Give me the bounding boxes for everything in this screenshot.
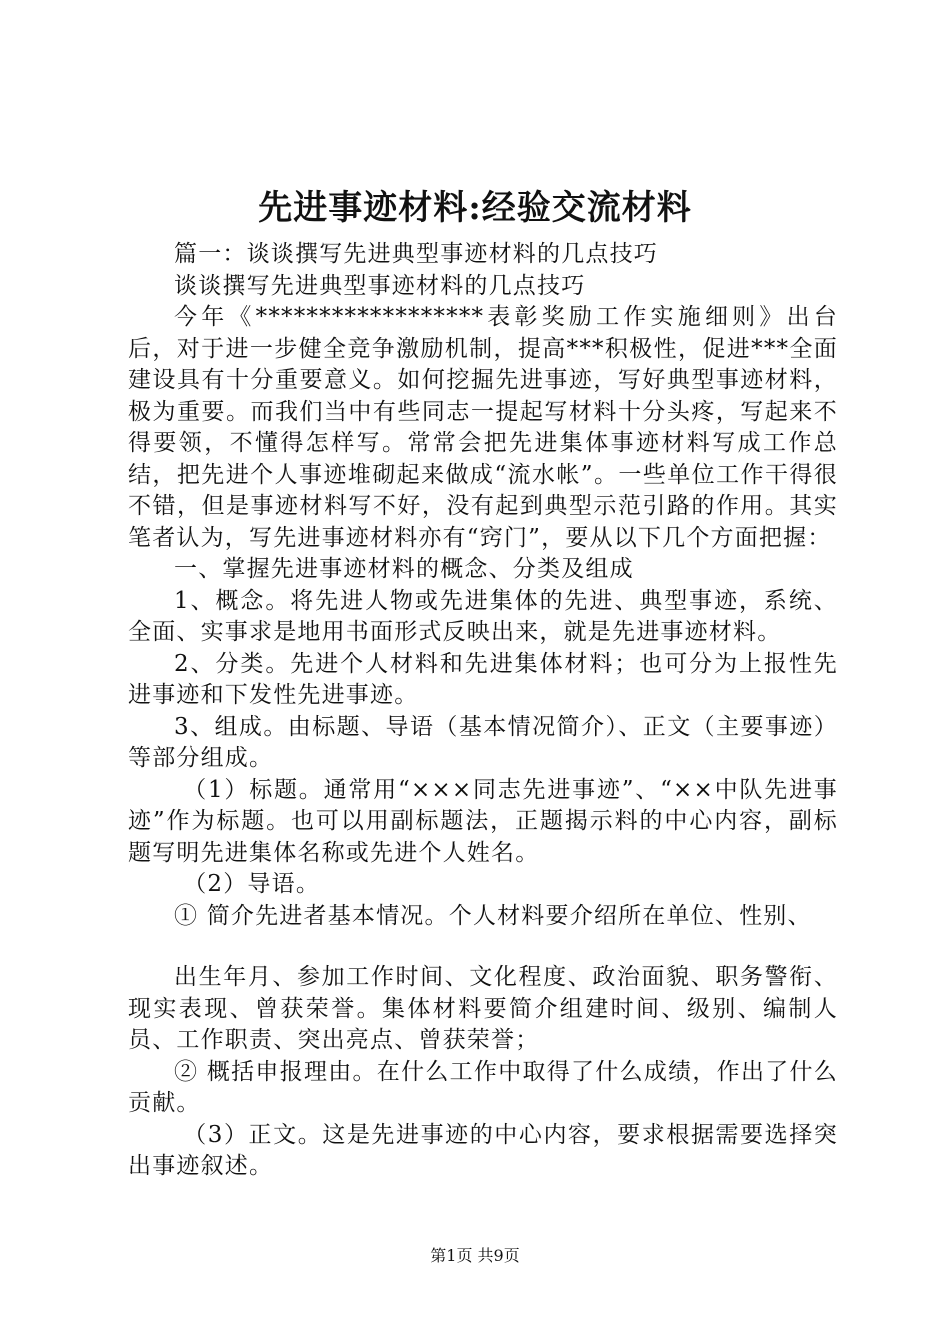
list-item-composition: 3、组成。由标题、导语（基本情况简介）、正文（主要事迹）等部分组成。 xyxy=(128,713,838,771)
list-item-category: 2、分类。先进个人材料和先进集体材料；也可分为上报性先进事迹和下发性先进事迹。 xyxy=(128,650,838,708)
article-subheading: 谈谈撰写先进典型事迹材料的几点技巧 xyxy=(174,272,586,299)
point-item-continuation: 出生年月、参加工作时间、文化程度、政治面貌、职务警衔、现实表现、曾获荣誉。集体材料要简介组建时间、级别、编制人员、工作职责、突出亮点、曾获荣誉； xyxy=(128,964,838,1053)
list-item-concept: 1、概念。将先进人物或先进集体的先进、典型事迹，系统、全面、实事求是地用书面形式反映出来，就是先进事迹材料。 xyxy=(128,587,838,645)
point-item-basic-info: ① 简介先进者基本情况。个人材料要介绍所在单位、性别、 xyxy=(174,902,812,929)
page-number-footer: 第1页 共9页 xyxy=(430,1246,520,1265)
document-body-top xyxy=(128,239,838,932)
intro-paragraph: 今年《******************表彰奖励工作实施细则》出台后，对于进一步健全竞争激励机制，提高***积极性，促进***全面建设具有十分重要意义。如何挖掘先进事迹，写好典型事迹材料，极为重要。而我们当中有些同志一提起写材料十分头疼，写起来不得要领，不懂得怎样写。常常会把先进集体事迹材料写成工作总结，把先进个人事迹堆砌起来做成“流水帐”。一些单位工作干得很不错，但是事迹材料写不好，没有起到典型示范引路的作用。其实笔者认为，写先进事迹材料亦有“窍门”，要从以下几个方面把握： xyxy=(128,304,838,551)
article-heading: 篇一：谈谈撰写先进典型事迹材料的几点技巧 xyxy=(174,241,658,267)
sub-item-title: （1）标题。通常用“×××同志先进事迹”、“××中队先进事迹”作为标题。也可以用副标题法，正题揭示料的中心内容，副标题写明先进集体名称或先进个人姓名。 xyxy=(128,776,838,866)
sub-item-lead: （2）导语。 xyxy=(183,871,321,897)
sub-item-main-text: （3）正文。这是先进事迹的中心内容，要求根据需要选择突出事迹叙述。 xyxy=(128,1121,838,1179)
document-body-bottom xyxy=(128,962,838,1183)
point-item-reason: ② 概括申报理由。在什么工作中取得了什么成绩，作出了什么贡献。 xyxy=(128,1058,838,1116)
section-heading: 一、掌握先进事迹材料的概念、分类及组成 xyxy=(174,556,634,582)
page-title: 先进事迹材料:经验交流材料 xyxy=(258,188,692,228)
